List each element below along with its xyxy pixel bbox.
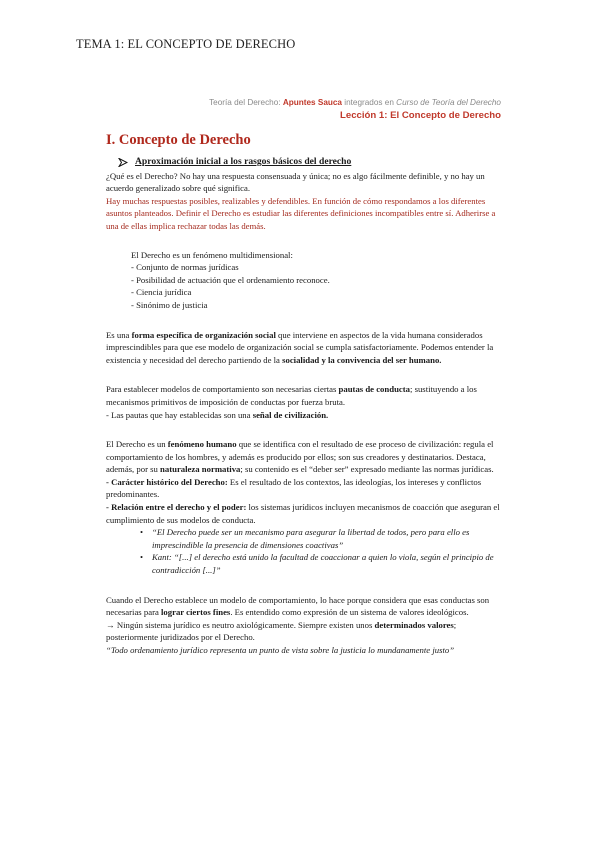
multidim-lead: El Derecho es un fenómeno multidimensional: bbox=[131, 249, 293, 260]
page-header: TEMA 1: EL CONCEPTO DE DERECHO bbox=[76, 37, 296, 51]
paragraph-historical: - Carácter histórico del Derecho: Es el resultado de los contextos, las ideologías, los intereses y conflictos predominantes. bbox=[106, 476, 482, 500]
source-prefix: Teoría del Derecho: bbox=[209, 98, 283, 107]
paragraph-values: → Ningún sistema jurídico es neutro axiológicamente. Siempre existen unos determinados valores; posteriormente juridizados por el Derecho. bbox=[106, 619, 457, 643]
paragraph-human-phenomenon: El Derecho es un fenómeno humano que se identifica con el resultado de ese proceso de civilización: regula el comportamiento de los hombres, y además es producido por ellos; son sus creadores y destinatarios. Destaca, además, por su naturaleza normativa; su contenido es el “deber ser” expresado mediante las normas jurídicas. bbox=[106, 439, 494, 475]
multidim-item: - Conjunto de normas jurídicas bbox=[131, 262, 239, 273]
source-book: Curso de Teoría del Derecho bbox=[396, 98, 501, 107]
lesson-title: Lección 1: El Concepto de Derecho bbox=[340, 110, 501, 121]
paragraph-conduct: Para establecer modelos de comportamiento son necesarias ciertas pautas de conducta; sustituyendo a los mecanismos primitivos de imposición de conductas por fuerza bruta. bbox=[106, 384, 477, 407]
section-title: I. Concepto de Derecho bbox=[106, 132, 251, 148]
sub-heading bbox=[118, 156, 504, 169]
closing-quote: “Todo ordenamiento jurídico representa un punto de vista sobre la justicia lo mundanamente justo” bbox=[106, 645, 455, 655]
source-brand: Apuntes Sauca bbox=[282, 98, 342, 107]
arrowhead-bullet-icon bbox=[118, 158, 128, 167]
paragraph-power: - Relación entre el derecho y el poder: los sistemas jurídicos incluyen mecanismos de coacción que aseguran el cumplimiento de sus modelos de conducta. bbox=[106, 502, 500, 525]
paragraph-ends: Cuando el Derecho establece un modelo de comportamiento, lo hace porque considera que esas conductas son necesarias para lograr ciertos fines. Es entendido como expresión de un sistema de valores ideológicos. bbox=[106, 594, 490, 618]
paragraph-organization: Es una forma específica de organización social que interviene en aspectos de la vida humana considerados imprescindibles para que ese modelo de organización social se cumpla satisfactoriamente. Podemos entender la existencia y necesidad del derecho partiendo de la socialidad y la convivencia del ser humano. bbox=[106, 329, 494, 365]
paragraph-civilization: - Las pautas que hay establecidas son una señal de civilización. bbox=[106, 409, 329, 420]
source-middle: integrados en bbox=[341, 98, 397, 107]
intro-question: ¿Qué es el Derecho? No hay una respuesta consensuada y única; no es algo fácilmente definible, y no hay un acuerdo generalizado sobre qué significa. bbox=[106, 170, 485, 194]
sub-heading-text: Aproximación inicial a los rasgos básicos del derecho bbox=[135, 156, 352, 167]
intro-red-text: Hay muchas respuestas posibles, realizables y defendibles. En función de cómo respondamos a los diferentes asuntos planteados. Definir el Derecho es estudiar las diferentes definiciones incompatibles entre sí. Adherirse a una de ellas implica rechazar todas las demás. bbox=[106, 195, 496, 231]
source-attribution bbox=[209, 98, 501, 107]
quote-item: • “El Derecho puede ser un mecanismo para asegurar la libertad de todos, pero para ello es imprescindible la presencia de dimensiones coactivas” bbox=[140, 526, 504, 551]
multidimensional-list bbox=[131, 249, 504, 312]
multidim-item: - Sinónimo de justicia bbox=[131, 299, 208, 310]
quote-list bbox=[106, 526, 504, 576]
document-body bbox=[106, 156, 504, 657]
multidim-item: - Ciencia jurídica bbox=[131, 287, 192, 298]
multidim-item: - Posibilidad de actuación que el ordenamiento reconoce. bbox=[131, 274, 330, 285]
quote-item: • Kant: “[...] el derecho está unido la facultad de coaccionar a quien lo viola, según el principio de contradicción [...]” bbox=[140, 551, 504, 576]
